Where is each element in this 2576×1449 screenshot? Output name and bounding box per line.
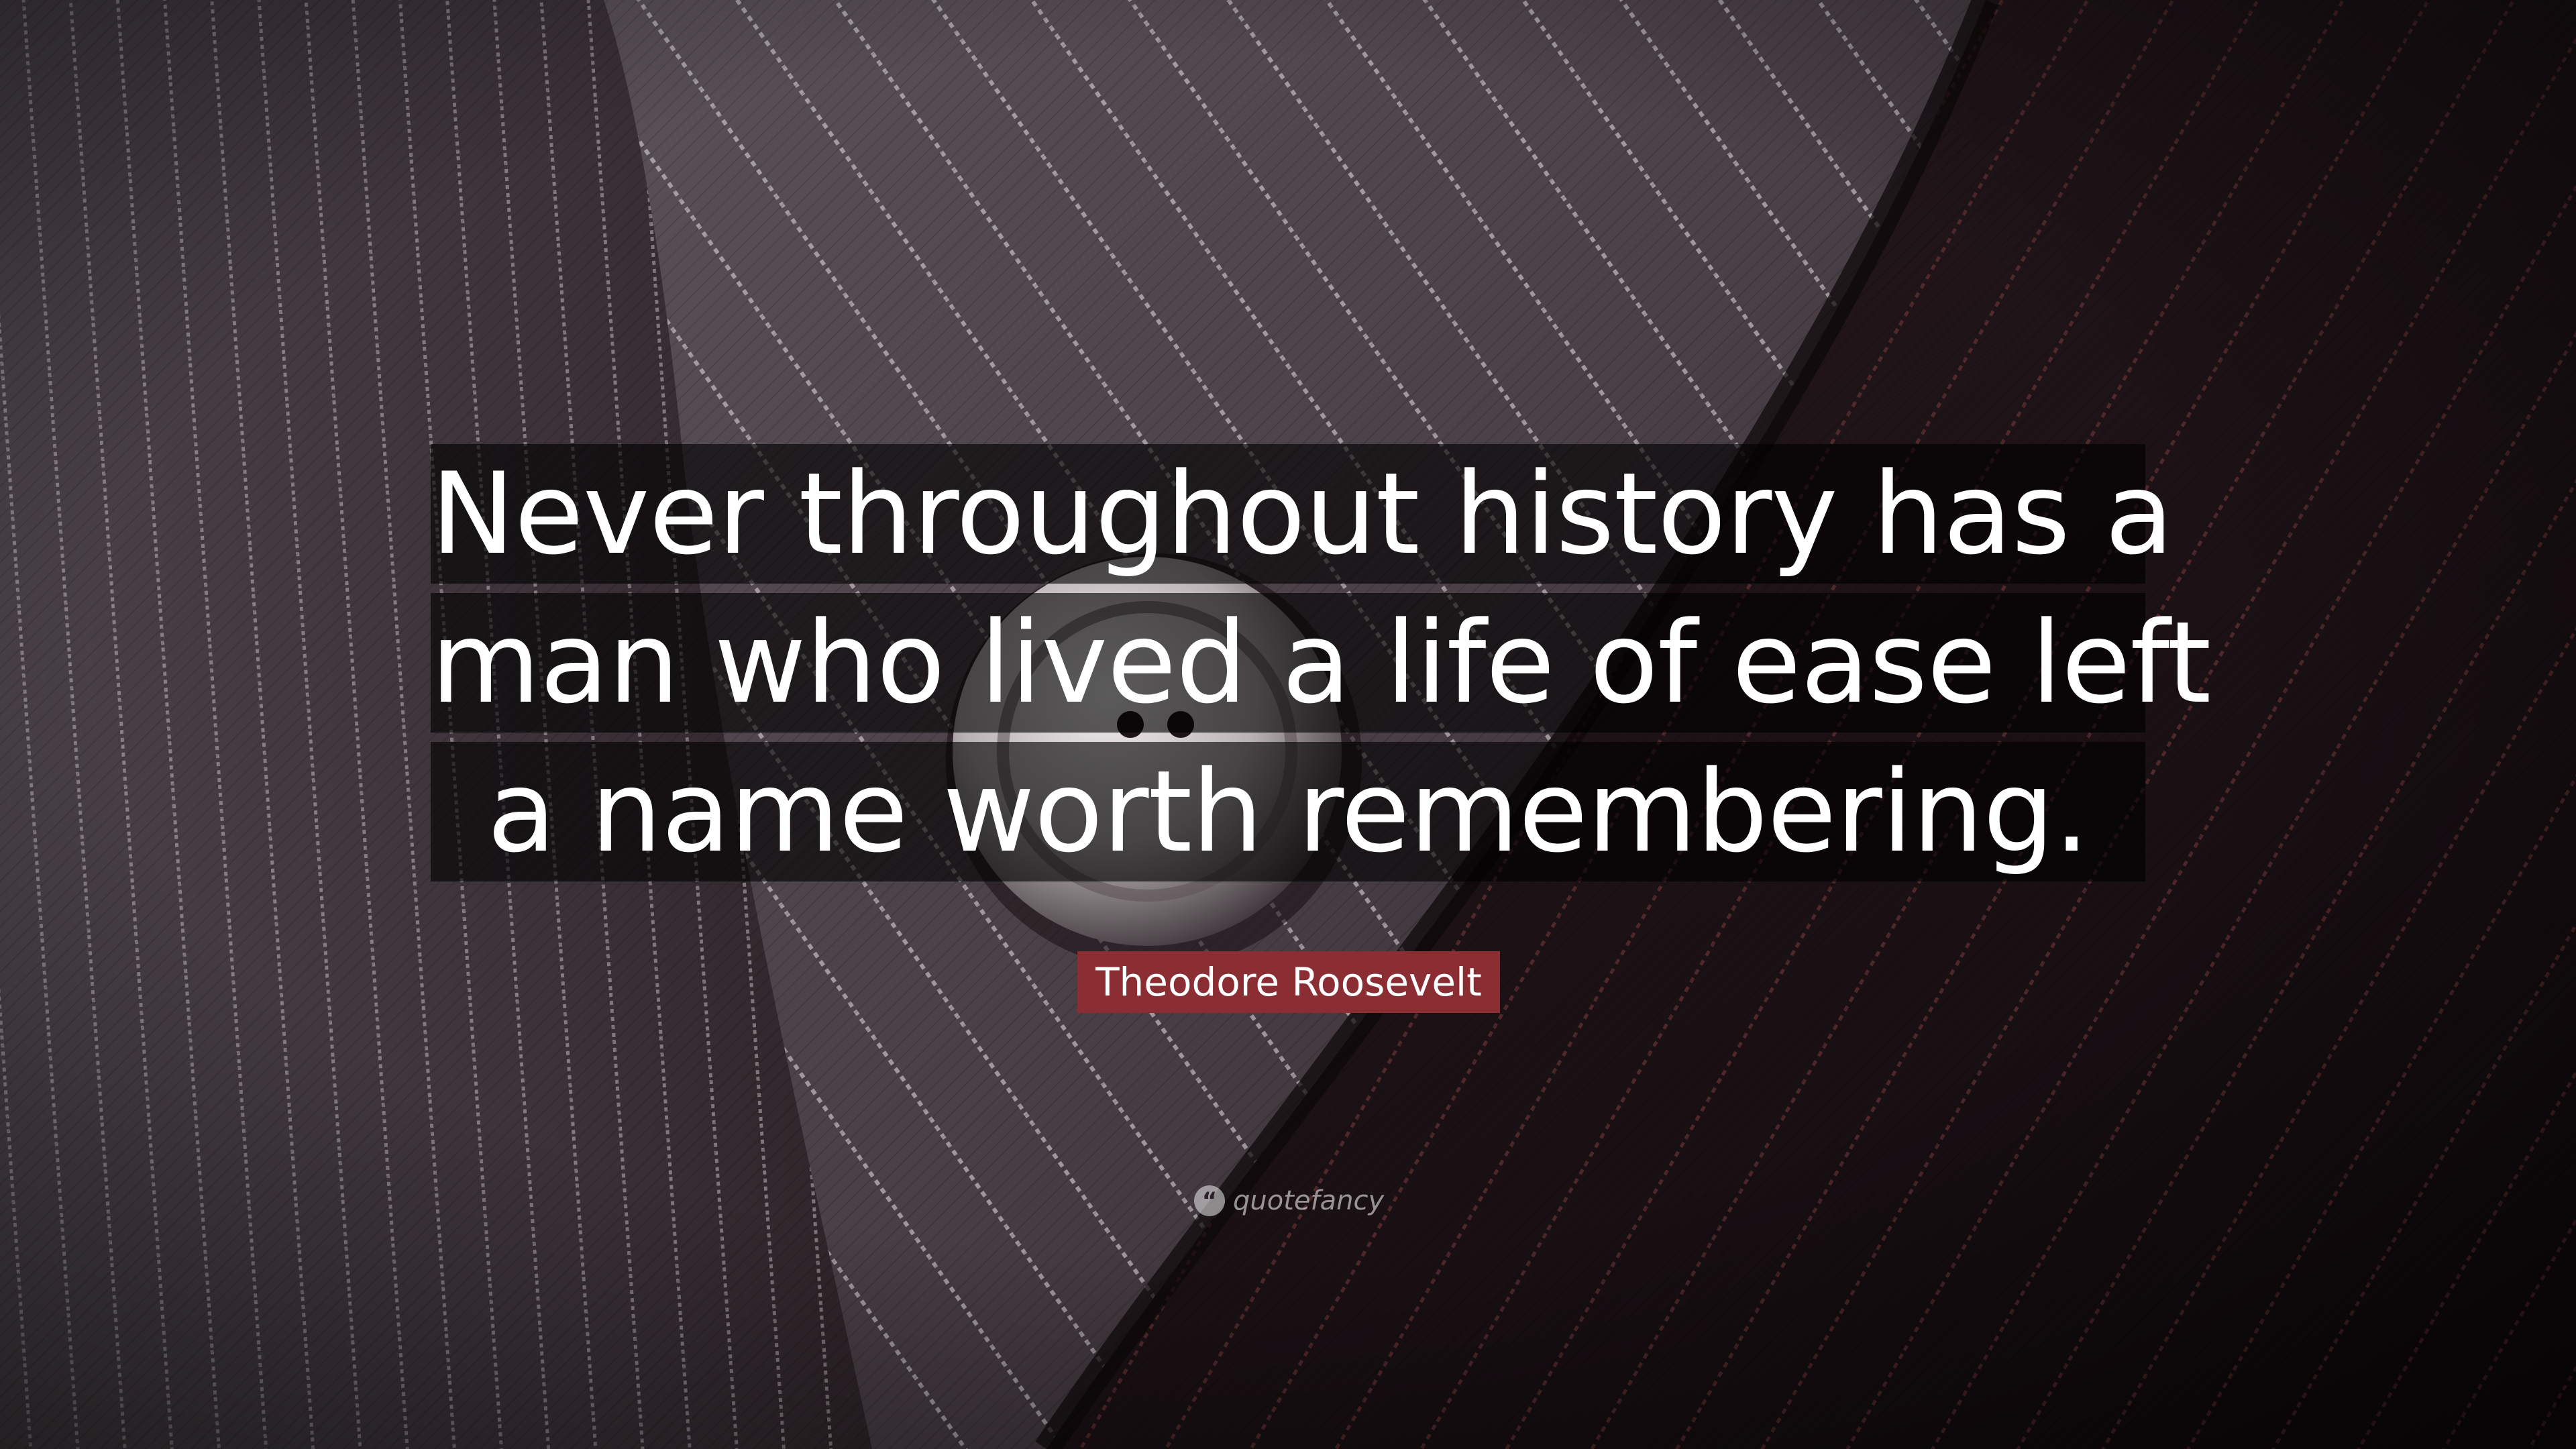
quote-line: man who lived a life of ease left bbox=[431, 593, 2145, 733]
author-badge: Theodore Roosevelt bbox=[1077, 951, 1500, 1013]
brand-name: quotefancy bbox=[1233, 1185, 1385, 1216]
quote-line: Never throughout history has a bbox=[431, 444, 2145, 584]
quote-text-block bbox=[431, 444, 2211, 891]
brand-watermark bbox=[1194, 1181, 1384, 1221]
quote-marks-icon: “ bbox=[1194, 1185, 1225, 1216]
quote-line: a name worth remembering. bbox=[431, 742, 2145, 881]
